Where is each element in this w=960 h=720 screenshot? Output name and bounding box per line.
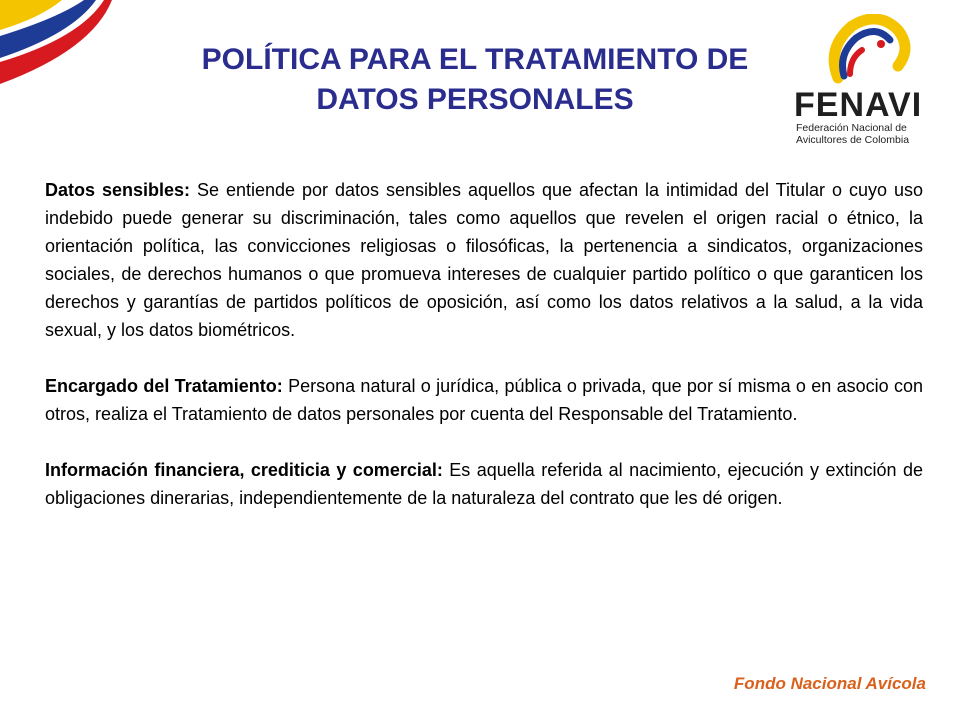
definition-text: Es aquella referida al nacimiento, ejecución y extinción de obligaciones dinerarias, independientemente de la naturaleza del contrato que les dé origen. (45, 460, 923, 508)
logo-subtitle-line1: Federación Nacional de (796, 122, 907, 134)
definition-paragraph (45, 372, 923, 428)
hen-emblem-icon (786, 14, 946, 94)
footer-label: Fondo Nacional Avícola (733, 674, 926, 693)
logo-subtitle (796, 122, 946, 146)
page-title (80, 40, 870, 120)
definitions-body (45, 176, 923, 540)
definition-text: Se entiende por datos sensibles aquellos que afectan la intimidad del Titular o cuyo uso indebido puede generar su discriminación, tales como aquellos que revelen el origen racial o étnico, la orientación política, las convicciones religiosas o filosóficas, la pertenencia a sindicatos, organizaciones sociales, de derechos humanos o que promueva intereses de cualquier partido político o que garanticen los derechos y garantías de partidos políticos de oposición, así como los datos relativos a la salud, a la vida sexual, y los datos biométricos. (45, 180, 923, 340)
logo-subtitle-line2: Avicultores de Colombia (796, 134, 910, 146)
fenavi-logo (786, 14, 946, 144)
definition-term: Datos sensibles: (45, 180, 191, 200)
logo-wordmark: FENAVI (794, 86, 923, 124)
definition-paragraph (45, 456, 923, 512)
definition-term: Información financiera, crediticia y comercial: (45, 460, 443, 480)
definition-term: Encargado del Tratamiento: (45, 376, 283, 396)
page-title-line2: DATOS PERSONALES (316, 83, 634, 116)
definition-text: Persona natural o jurídica, pública o privada, que por sí misma o en asocio con otros, realiza el Tratamiento de datos personales por cuenta del Responsable del Tratamiento. (45, 376, 923, 424)
definition-paragraph (45, 176, 923, 344)
page-title-line1: POLÍTICA PARA EL TRATAMIENTO DE (201, 43, 749, 76)
